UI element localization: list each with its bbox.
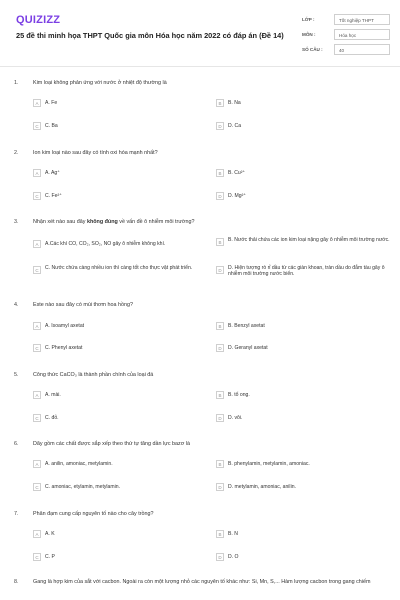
option-b[interactable]: [216, 322, 396, 333]
option-b[interactable]: [216, 238, 396, 249]
option-text: A. Ag⁺: [45, 170, 60, 176]
option-text: A. K: [45, 531, 55, 537]
meta-label: MÔN :: [302, 32, 316, 37]
meta-label: LỚP :: [302, 17, 315, 22]
option-letter-box: B: [216, 460, 224, 468]
option-text: A. Isoamyl axetat: [45, 323, 85, 329]
question-text: Công thức CaCO₃ là thành phần chính của loại đá: [33, 372, 154, 378]
option-text: D. vôi.: [228, 415, 243, 421]
option-d[interactable]: [216, 553, 396, 564]
option-text: D. Geranyl axetat: [228, 345, 268, 351]
option-text: D. Ca: [228, 123, 242, 129]
option-d[interactable]: [216, 266, 396, 277]
option-letter-box: C: [33, 122, 41, 130]
option-text: C. P: [45, 554, 55, 560]
option-letter-box: D: [216, 414, 224, 422]
option-a[interactable]: [33, 240, 213, 251]
option-letter-box: B: [216, 391, 224, 399]
meta-value: Tốt nghiệp THPT: [334, 14, 390, 25]
option-letter-box: A: [33, 322, 41, 330]
option-text: B. tổ ong.: [228, 392, 250, 398]
question-text: [33, 219, 393, 226]
option-d[interactable]: [216, 344, 396, 355]
question-text-post: về vấn đề ô nhiễm môi trường?: [117, 219, 195, 225]
question-text: Ion kim loại nào sau đây có tính oxi hóa mạnh nhất?: [33, 150, 158, 156]
option-b[interactable]: [216, 460, 396, 471]
document-title: 25 đề thi minh họa THPT Quốc gia môn Hóa học năm 2022 có đáp án (Đề 14): [16, 31, 284, 40]
question-text: Gang là hợp kim của sắt với cacbon. Ngoài ra còn một lượng nhỏ các nguyên tố khác như: Si, Mn, S,... Hàm lượng cacbon trong gang chiếm: [33, 579, 371, 585]
option-text: C. Fe²⁺: [45, 193, 62, 199]
question-number: 4.: [14, 302, 19, 308]
option-c[interactable]: [33, 414, 213, 425]
option-text: C. Ba: [45, 123, 58, 129]
meta-row-subject: [302, 29, 394, 44]
option-letter-box: B: [216, 530, 224, 538]
question-text-pre: Nhận xét nào sau đây: [33, 219, 87, 225]
option-a[interactable]: [33, 530, 213, 541]
option-letter-box: C: [33, 344, 41, 352]
quizizz-logo: QUIZIZZ: [16, 14, 61, 26]
option-c[interactable]: [33, 192, 213, 203]
option-text: B. Benzyl axetat: [228, 323, 265, 329]
option-letter-box: D: [216, 266, 224, 274]
option-text: B. Na: [228, 100, 241, 106]
question-number: 2.: [14, 150, 19, 156]
question-text: Kim loại không phản ứng với nước ở nhiệt độ thường là: [33, 80, 167, 86]
option-a[interactable]: [33, 460, 213, 471]
option-c[interactable]: [33, 553, 213, 564]
option-a[interactable]: [33, 322, 213, 333]
option-letter-box: D: [216, 483, 224, 491]
question-text: Phân đạm cung cấp nguyên tố nào cho cây trồng?: [33, 511, 154, 517]
option-letter-box: B: [216, 322, 224, 330]
question-number: 5.: [14, 372, 19, 378]
option-letter-box: D: [216, 344, 224, 352]
option-letter-box: A: [33, 391, 41, 399]
option-text: A. anilin, amoniac, metylamin.: [45, 461, 113, 467]
option-text: D. Mg²⁺: [228, 193, 246, 199]
option-text: A. Fe: [45, 100, 58, 106]
meta-table: [302, 14, 394, 59]
option-d[interactable]: [216, 122, 396, 133]
option-b[interactable]: [216, 169, 396, 180]
option-c[interactable]: [33, 122, 213, 133]
option-c[interactable]: [33, 344, 213, 355]
option-b[interactable]: [216, 391, 396, 402]
option-text: C. Phenyl axetat: [45, 345, 83, 351]
question-number: 7.: [14, 511, 19, 517]
question-number: 8.: [14, 579, 19, 585]
option-text: B. phenylamin, metylamin, amoniac.: [228, 461, 310, 467]
option-text: B. N: [228, 531, 238, 537]
option-text: C. Nước chứa càng nhiều ion thì càng tốt cho thực vật phát triển.: [45, 265, 193, 271]
question-text: Dãy gồm các chất được sắp xếp theo thứ tự tăng dần lực bazơ là: [33, 441, 190, 447]
option-a[interactable]: [33, 391, 213, 402]
option-b[interactable]: [216, 99, 396, 110]
meta-value: 40: [334, 44, 390, 55]
option-letter-box: A: [33, 99, 41, 107]
option-letter-box: C: [33, 266, 41, 274]
meta-value: Hóa học: [334, 29, 390, 40]
option-letter-box: B: [216, 238, 224, 246]
option-a[interactable]: [33, 99, 213, 110]
option-letter-box: C: [33, 192, 41, 200]
header-divider: [0, 66, 400, 67]
option-text: A. mài.: [45, 392, 61, 398]
option-d[interactable]: [216, 192, 396, 203]
meta-row-grade: [302, 14, 394, 29]
option-text: A.Các khí CO, CO₂, SO₂, NO gây ô nhiễm không khí.: [45, 241, 166, 247]
worksheet-header: [0, 0, 400, 66]
option-c[interactable]: [33, 266, 213, 277]
option-text: C. đỏ.: [45, 415, 59, 421]
option-text: B. Nước thải chứa các ion kim loại nặng gây ô nhiễm môi trường nước.: [228, 237, 390, 243]
option-letter-box: D: [216, 122, 224, 130]
option-text: D. metylamin, amoniac, anilin.: [228, 484, 296, 490]
option-letter-box: C: [33, 483, 41, 491]
meta-label: SỐ CÂU :: [302, 47, 323, 52]
meta-row-question-count: [302, 44, 394, 59]
option-b[interactable]: [216, 530, 396, 541]
option-letter-box: B: [216, 99, 224, 107]
option-letter-box: C: [33, 553, 41, 561]
option-letter-box: B: [216, 169, 224, 177]
option-c[interactable]: [33, 483, 213, 494]
question-number: 3.: [14, 219, 19, 225]
question-text: Este nào sau đây có mùi thơm hoa hồng?: [33, 302, 134, 308]
option-a[interactable]: [33, 169, 213, 180]
option-d[interactable]: [216, 483, 396, 494]
option-letter-box: D: [216, 192, 224, 200]
option-d[interactable]: [216, 414, 396, 425]
option-text: B. Cu²⁺: [228, 170, 246, 176]
option-letter-box: A: [33, 530, 41, 538]
option-text: D. Hiện tượng rò rỉ dầu từ các giàn khoan, tràn dầu do đắm tàu gây ô nhiễm môi trường nước biển.: [228, 265, 385, 278]
option-text: C. amoniac, etylamin, metylamin.: [45, 484, 121, 490]
option-letter-box: C: [33, 414, 41, 422]
option-text: D. O: [228, 554, 239, 560]
option-letter-box: A: [33, 240, 41, 248]
question-text-emphasis: không đúng: [86, 219, 118, 225]
question-number: 1.: [14, 80, 19, 86]
option-letter-box: D: [216, 553, 224, 561]
question-number: 6.: [14, 441, 19, 447]
option-letter-box: A: [33, 460, 41, 468]
option-letter-box: A: [33, 169, 41, 177]
